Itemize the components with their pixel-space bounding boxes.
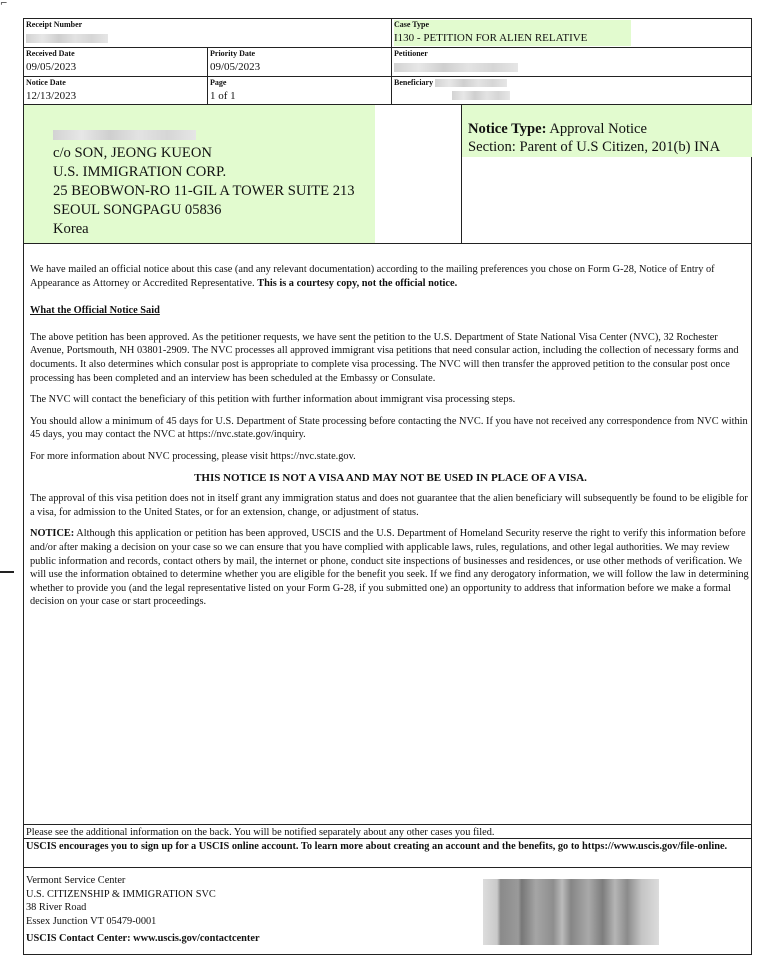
address-section bbox=[24, 105, 751, 244]
receipt-number-label: Receipt Number bbox=[26, 20, 83, 29]
mailing-address bbox=[24, 105, 375, 243]
service-center-city: Essex Junction VT 05479-0001 bbox=[26, 915, 157, 927]
header-row-1 bbox=[24, 19, 751, 48]
case-type-value: I130 - PETITION FOR ALIEN RELATIVE bbox=[394, 32, 588, 44]
beneficiary-cell bbox=[391, 77, 753, 104]
notice-type-highlight bbox=[462, 105, 752, 157]
approval-paragraph: The above petition has been approved. As the petitioner requests, we have sent the petition to the U.S. Department of State National Visa Center (NVC), 32 Rochester Avenue, Portsmouth, NH 03801-2909. The NVC processes all approved immigrant visa petitions that need consular action, including the collection of necessary forms and documents. It also determines which consular post is appropriate to complete visa processing. The NVC will then transfer the approved petition to the consular post once processing has been completed and an interview has been scheduled at the Embassy or Consulate. bbox=[30, 331, 739, 384]
eligibility-paragraph: The approval of this visa petition does not in itself grant any immigration status and does not guarantee that the alien beneficiary will subsequently be found to be eligible for a visa, for admission to the United States, or for an extension, change, or adjustment of status. bbox=[30, 493, 748, 518]
petitioner-cell bbox=[391, 48, 753, 76]
address-line-1: c/o SON, JEONG KUEON bbox=[53, 145, 212, 161]
address-name-redacted bbox=[53, 125, 375, 144]
page-label: Page bbox=[210, 78, 227, 87]
address-line-4: SEOUL SONGPAGU 05836 bbox=[53, 202, 222, 218]
notice-type-box bbox=[461, 105, 752, 243]
service-center-street: 38 River Road bbox=[26, 902, 87, 914]
case-type-highlight bbox=[394, 20, 631, 46]
address-line-2: U.S. IMMIGRATION CORP. bbox=[53, 164, 227, 180]
case-type-label: Case Type bbox=[394, 20, 430, 29]
header-row-3 bbox=[24, 77, 751, 105]
beneficiary-value bbox=[394, 89, 751, 102]
contact-center: USCIS Contact Center: www.uscis.gov/contactcenter bbox=[26, 933, 260, 945]
notice-date-cell bbox=[24, 77, 207, 104]
notice-type: Notice Type: Approval Notice bbox=[468, 121, 648, 137]
received-date-value: 09/05/2023 bbox=[26, 61, 77, 73]
received-date-cell bbox=[24, 48, 207, 76]
page-cell bbox=[207, 77, 391, 104]
corner-mark: ⌐ bbox=[0, 0, 8, 9]
page-value: 1 of 1 bbox=[210, 90, 236, 102]
notice-document bbox=[23, 18, 752, 955]
nvc-contact-paragraph: The NVC will contact the beneficiary of this petition with further information about immigrant visa processing steps. bbox=[30, 394, 516, 406]
address-line-3: 25 BEOBWON-RO 11-GIL A TOWER SUITE 213 bbox=[53, 183, 355, 199]
section-title: What the Official Notice Said bbox=[30, 305, 160, 317]
notice-date-value: 12/13/2023 bbox=[26, 90, 77, 102]
online-account-promo: USCIS encourages you to sign up for a USCIS online account. To learn more about creating an account and the benefits, go to https://www.uscis.gov/file-online. bbox=[24, 838, 751, 868]
beneficiary-label: Beneficiary bbox=[394, 78, 751, 88]
notice-section: Section: Parent of U.S Citizen, 201(b) INA bbox=[468, 139, 721, 155]
additional-info-line: Please see the additional information on the back. You will be notified separately about any other cases you filed. bbox=[24, 824, 751, 840]
nvc-info-paragraph: For more information about NVC processing, please visit https://nvc.state.gov. bbox=[30, 450, 356, 462]
visa-warning: THIS NOTICE IS NOT A VISA AND MAY NOT BE USED IN PLACE OF A VISA. bbox=[194, 471, 587, 484]
petitioner-value bbox=[394, 61, 751, 74]
priority-date-label: Priority Date bbox=[210, 49, 256, 58]
processing-time-paragraph: You should allow a minimum of 45 days for U.S. Department of State processing before contacting the NVC. If you have not received any correspondence from NVC within 45 days, you may contact the NVC at https://nvc.state.gov/inquiry. bbox=[30, 415, 748, 441]
priority-date-value: 09/05/2023 bbox=[210, 61, 261, 73]
notice-date-label: Notice Date bbox=[26, 78, 66, 87]
service-center-address bbox=[26, 874, 260, 946]
address-line-5: Korea bbox=[53, 221, 89, 237]
edge-mark bbox=[0, 571, 14, 573]
verification-notice: NOTICE: Although this application or petition has been approved, USCIS and the U.S. Department of Homeland Security reserve the right to verify this information before and/or after making a decision on your case so we can ensure that you have complied with applicable laws, rules, regulations, and other legal authorities. We may review public information and records, contact others by mail, the internet or phone, conduct site inspections of businesses and residences, or use other methods of verification. We will use the information obtained to determine whether you are eligible for the benefit you seek. If we find any derogatory information, we will follow the law in determining whether to provide you (and the legal representative listed on your Form G-28, if you submitted one) an opportunity to address that information before we make a formal decision on your case or start proceedings. bbox=[30, 528, 749, 608]
petitioner-label: Petitioner bbox=[394, 49, 428, 58]
agency-name: U.S. CITIZENSHIP & IMMIGRATION SVC bbox=[26, 888, 216, 900]
case-type-cell bbox=[391, 19, 753, 47]
priority-date-cell bbox=[207, 48, 391, 76]
redacted-barcode bbox=[483, 879, 659, 945]
receipt-number-cell bbox=[24, 19, 391, 47]
received-date-label: Received Date bbox=[26, 49, 75, 58]
intro-paragraph: We have mailed an official notice about this case (and any relevant documentation) according to the mailing preferences you chose on Form G-28, Notice of Entry of Appearance as Attorney or Accredited Representative. This is a courtesy copy, not the official notice. bbox=[30, 264, 715, 289]
service-center-name: Vermont Service Center bbox=[26, 875, 126, 886]
header-row-2 bbox=[24, 48, 751, 77]
receipt-number-value bbox=[26, 32, 389, 45]
notice-body bbox=[30, 263, 751, 617]
